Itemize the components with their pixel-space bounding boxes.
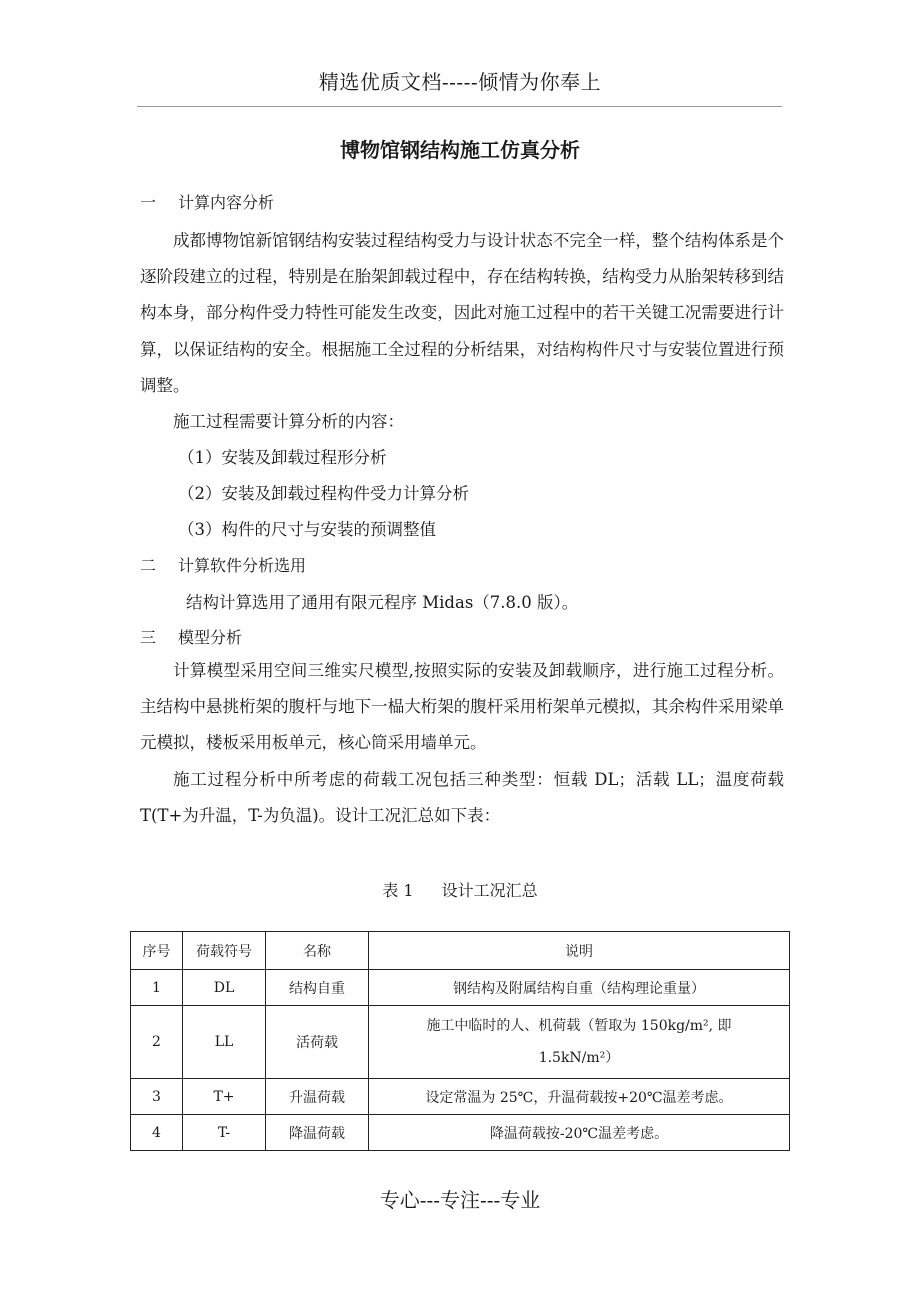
table-header-row [131,932,790,970]
cell-no: 3 [131,1079,183,1115]
cell-symbol: LL [183,1006,266,1079]
section-title: 模型分析 [178,628,243,647]
page-footer: 专心---专注---专业 [379,1188,541,1212]
cell-no: 1 [131,970,183,1006]
table-row [131,1079,790,1115]
paragraph-loads: 施工过程分析中所考虑的荷载工况包括三种类型：恒载 DL；活载 LL；温度荷载 T(T+为升温，T-为负温)。设计工况汇总如下表： [140,770,784,826]
paragraph-intro: 成都博物馆新馆钢结构安装过程结构受力与设计状态不完全一样，整个结构体系是个逐阶段建立的过程，特别是在胎架卸载过程中，存在结构转换，结构受力从胎架转移到结构本身，部分构件受力特性可能发生改变，因此对施工过程中的若干关键工况需要进行计算，以保证结构的安全。根据施工全过程的分析结果，对结构构件尺寸与安装位置进行预调整。 [140,231,784,395]
header-divider [137,106,782,107]
cell-name: 活荷载 [266,1006,369,1079]
cell-name: 降温荷载 [266,1115,369,1151]
section-title: 计算内容分析 [178,193,275,212]
load-case-table [130,931,790,1151]
column-header-description: 说明 [369,932,790,970]
column-header-no: 序号 [131,932,183,970]
column-header-name: 名称 [266,932,369,970]
cell-symbol: DL [183,970,266,1006]
cell-description: 钢结构及附属结构自重（结构理论重量） [369,970,790,1006]
section-title: 计算软件分析选用 [178,556,307,575]
cell-symbol: T+ [183,1079,266,1115]
cell-description [369,1006,790,1079]
table-caption [0,878,920,901]
table-row [131,1115,790,1151]
cell-name: 结构自重 [266,970,369,1006]
section-heading-1 [140,190,274,213]
cell-description-line: 施工中临时的人、机荷载（暂取为 150kg/m², 即 [426,1018,732,1034]
section-number: 一 [140,193,157,212]
list-item: （3）构件的尺寸与安装的预调整值 [178,520,436,539]
cell-no: 4 [131,1115,183,1151]
paragraph-list-intro: 施工过程需要计算分析的内容： [173,412,404,431]
cell-description: 降温荷载按-20℃温差考虑。 [369,1115,790,1151]
cell-description: 设定常温为 25℃，升温荷载按+20℃温差考虑。 [369,1079,790,1115]
cell-name: 升温荷载 [266,1079,369,1115]
paragraph-software: 结构计算选用了通用有限元程序 Midas（7.8.0 版）。 [186,593,579,612]
table-caption-title: 设计工况汇总 [441,881,538,900]
section-number: 三 [140,628,157,647]
section-heading-3 [140,625,242,648]
list-item: （2）安装及卸载过程构件受力计算分析 [178,484,469,503]
paragraph-model: 计算模型采用空间三维实尺模型,按照实际的安装及卸载顺序，进行施工过程分析。主结构中悬挑桁架的腹杆与地下一榀大桁架的腹杆采用桁架单元模拟，其余构件采用梁单元模拟，楼板采用板单元，核心筒采用墙单元。 [140,661,784,753]
cell-description-line: 1.5kN/m²） [538,1050,620,1066]
page-header: 精选优质文档-----倾情为你奉上 [318,70,602,94]
cell-no: 2 [131,1006,183,1079]
section-heading-2 [140,553,306,576]
column-header-symbol: 荷载符号 [183,932,266,970]
table-caption-label: 表 1 [382,881,414,900]
document-title: 博物馆钢结构施工仿真分析 [340,138,580,162]
section-number: 二 [140,556,157,575]
table-row [131,1006,790,1079]
table-row [131,970,790,1006]
list-item: （1）安装及卸载过程形分析 [178,448,387,467]
cell-symbol: T- [183,1115,266,1151]
